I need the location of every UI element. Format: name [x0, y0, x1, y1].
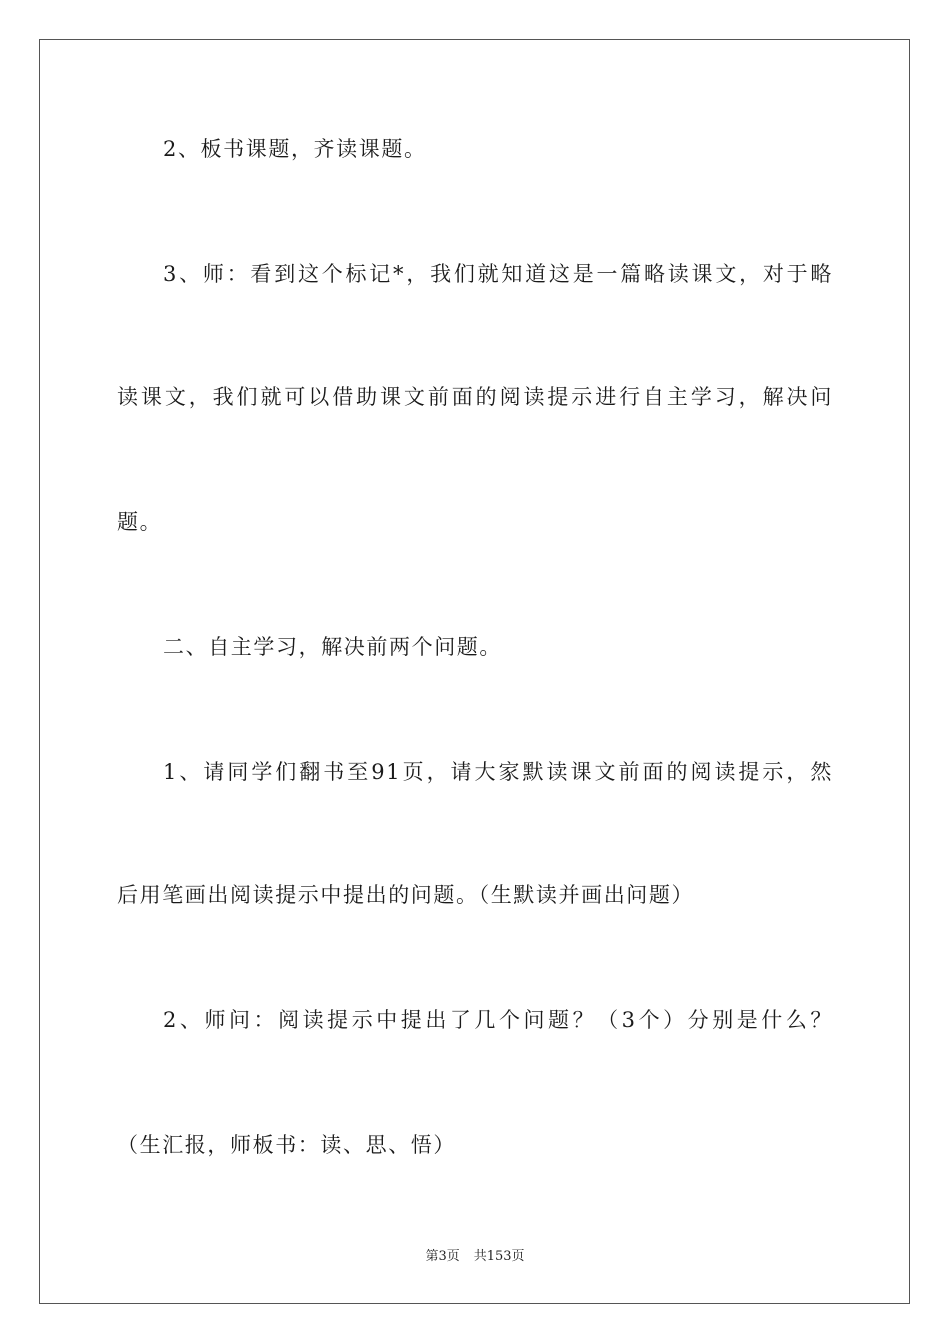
page-frame [39, 39, 910, 1304]
text-line-4: 题。 [117, 510, 163, 534]
page-number: 第3页 [425, 1249, 460, 1264]
text-line-3: 读课文，我们就可以借助课文前面的阅读提示进行自主学习，解决问 [117, 385, 833, 409]
text-line-8: 2、师问：阅读提示中提出了几个问题？（3个）分别是什么？ [163, 1008, 833, 1032]
page-total: 共153页 [473, 1249, 525, 1264]
page-footer [0, 1248, 950, 1266]
text-line-2: 3、师：看到这个标记*，我们就知道这是一篇略读课文，对于略 [163, 262, 833, 286]
text-line-6: 1、请同学们翻书至91页，请大家默读课文前面的阅读提示，然 [163, 760, 833, 784]
text-line-9: （生汇报，师板书：读、思、悟） [117, 1133, 456, 1157]
text-line-7: 后用笔画出阅读提示中提出的问题。（生默读并画出问题） [117, 883, 695, 907]
text-line-1: 2、板书课题，齐读课题。 [163, 137, 427, 161]
section-heading: 二、自主学习，解决前两个问题。 [163, 635, 502, 659]
